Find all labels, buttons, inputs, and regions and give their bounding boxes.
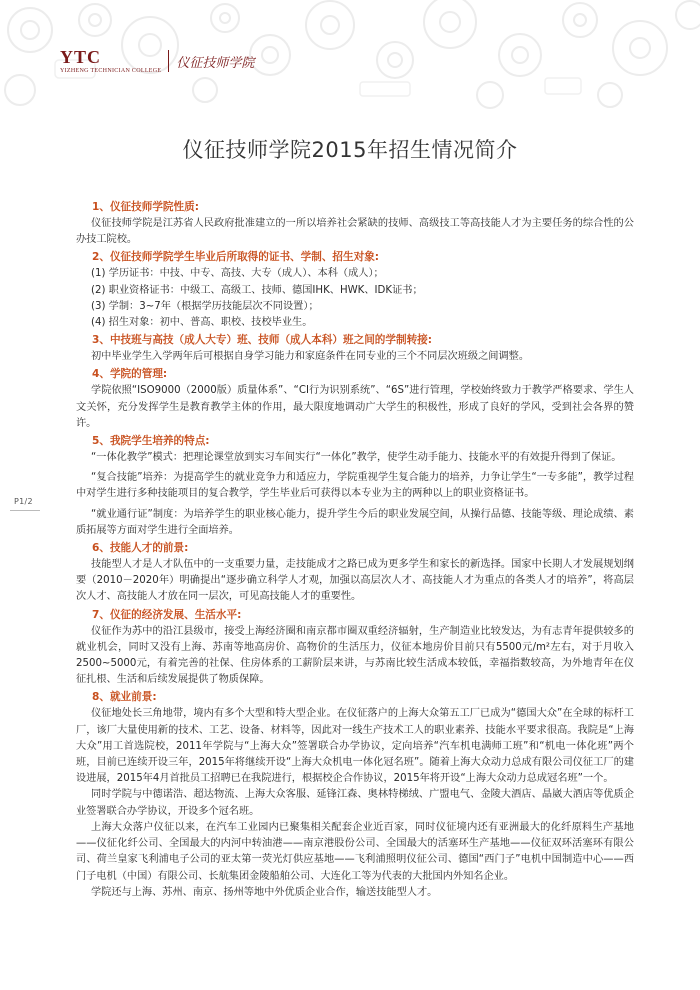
section-heading: 5、我院学生培养的特点: xyxy=(92,435,210,448)
section-paragraph: 仪征作为苏中的沿江县级市，接受上海经济圈和南京都市圈双重经济辐射，生产制造业比较发达，为有志青年提供较多的就业机会，同时又没有上海、苏南等地高房价、高物价的生活压力，仪征本地房价目前只有5500元/m²左右，对于月收入2500~5000元，有着完善的社保、住房体系的工薪阶层来讲，与苏南比较生活成本较低，幸福指数较高，为外地青年在仪征扎根、生活和后续发展提供了物质保障。 xyxy=(76,625,634,686)
section-paragraph: 学院依照“ISO9000（2000版）质量体系”、“CI行为识别系统”、“6S”进行管理，学校始终致力于教学严格要求、学生人文关怀，充分发挥学生是教育教学主体的作用，最大限度地调动广大学生的积极性，形成了良好的学风，受到社会各界的赞许。 xyxy=(76,385,634,429)
section-paragraph: 学院还与上海、苏州、南京、扬州等地中外优质企业合作，输送技能型人才。 xyxy=(91,886,438,898)
section-paragraph: 初中毕业学生入学两年后可根据自身学习能力和家庭条件在同专业的三个不同层次班级之间调整。 xyxy=(91,351,530,363)
section-paragraph: 仪征技师学院是江苏省人民政府批准建立的一所以培养社会紧缺的技师、高级技工等高技能人才为主要任务的综合性的公办技工院校。 xyxy=(76,218,634,246)
logo-divider xyxy=(168,50,169,72)
page-title: 仪征技师学院2015年招生情况简介 xyxy=(182,138,518,162)
section-talent-prospects xyxy=(76,539,634,606)
section-heading: 6、技能人才的前景: xyxy=(92,542,189,555)
logo-english-name: YIZHENG TECHNICIAN COLLEGE xyxy=(60,68,162,74)
section-employment xyxy=(76,688,634,900)
section-paragraph: “一体化教学”模式：把理论课堂放到实习车间实行“一体化”教学，使学生动手能力、技能水平的有效提升得到了保证。 xyxy=(91,452,622,464)
section-management xyxy=(76,365,634,432)
section-paragraph: 上海大众落户仪征以来，在汽车工业园内已聚集相关配套企业近百家，同时仪征境内还有亚洲最大的化纤原料生产基地——仪征化纤公司、全国最大的内河中转油港——南京港股份公司、全国最大的活塞环生产基地——仪征双环活塞环有限公司、荷兰皇家飞利浦电子公司的亚太第一荧光灯供应基地——飞利浦照明仪征公司、德国“西门子”电机中国制造中心——西门子电机（中国）有限公司、长航集团金陵船舶公司、大连化工等为代表的大批国内外知名企业。 xyxy=(76,821,634,882)
logo-chinese-name: 仪征技师学院 xyxy=(176,55,255,71)
list-item: (2) 职业资格证书：中级工、高级工、技师、德国IHK、HWK、IDK证书； xyxy=(91,284,423,296)
section-paragraph: 同时学院与中德诺浩、超达物流、上海大众客服、延锋江森、奥林特梯绒、广盟电气、金陵大酒店、晶崴大酒店等优质企业签署联合办学协议，开设多个冠名班。 xyxy=(76,789,634,817)
section-paragraph: 技能型人才是人才队伍中的一支重要力量，走技能成才之路已成为更多学生和家长的新选择。国家中长期人才发展规划纲要（2010－2020年）明确提出“逐步确立科学人才观，加强以高层次人才、高技能人才为重点的各类人才的培养”，将高层次人才、高技能人才放在同一层次，可见高技能人才的重要性。 xyxy=(76,559,634,603)
section-paragraph: 仪征地处长三角地带，境内有多个大型和特大型企业。在仪征落户的上海大众第五工厂已成为“德国大众”在全球的标杆工厂，该厂大量使用新的技术、工艺、设备、材料等，因此对一线生产技术工人的职业素养、技能水平要求很高。我院是“上海大众”用工首选院校，2011年学院与“上海大众”签署联合办学协议，定向培养“汽车机电满师工班”和“机电一体化班”两个班，目前已连续开设三年，2015年将继续开设“上海大众机电一体化冠名班”。随着上海大众动力总成有限公司仪征工厂的建设进展，2015年4月首批员工招聘已在我院进行，根据校企合作协议，2015年将开设“上海大众动力总成冠名班”一个。 xyxy=(76,708,634,785)
section-economy xyxy=(76,606,634,689)
section-program-transfer xyxy=(76,331,634,365)
list-item: (4) 招生对象：初中、普高、职校、技校毕业生。 xyxy=(91,317,313,329)
section-training-features xyxy=(76,432,634,539)
section-heading: 2、仪征技师学院学生毕业后所取得的证书、学制、招生对象: xyxy=(92,251,380,264)
section-certificates xyxy=(76,248,634,331)
section-heading: 1、仪征技师学院性质: xyxy=(92,201,199,213)
page-number-rule xyxy=(10,510,40,511)
college-logo xyxy=(60,48,254,74)
section-heading: 7、仪征的经济发展、生活水平: xyxy=(92,608,242,621)
list-item: (3) 学制：3~7年（根据学历技能层次不同设置）； xyxy=(91,300,319,312)
page-number: P1/2 xyxy=(14,497,33,506)
section-heading: 4、学院的管理: xyxy=(92,368,168,381)
list-item: (1) 学历证书：中技、中专、高技、大专（成人）、本科（成人）； xyxy=(91,268,384,280)
section-heading: 8、就业前景: xyxy=(92,691,157,704)
section-paragraph: “就业通行证”制度：为培养学生的职业核心能力，提升学生今后的职业发展空间，从操行品德、技能等级、理论成绩、素质拓展等方面对学生进行全面培养。 xyxy=(76,508,634,536)
logo-abbreviation: YTC xyxy=(60,47,102,67)
document-body xyxy=(76,198,634,901)
section-heading: 3、中技班与高技（成人大专）班、技师（成人本科）班之间的学制转接: xyxy=(92,334,433,347)
section-nature xyxy=(76,198,634,248)
section-paragraph: “复合技能”培养：为提高学生的就业竞争力和适应力，学院重视学生复合能力的培养，力争让学生“一专多能”，教学过程中对学生进行多种技能项目的复合教学，学生毕业后可获得以本专业为主的两种以上的职业资格证书。 xyxy=(76,472,634,500)
